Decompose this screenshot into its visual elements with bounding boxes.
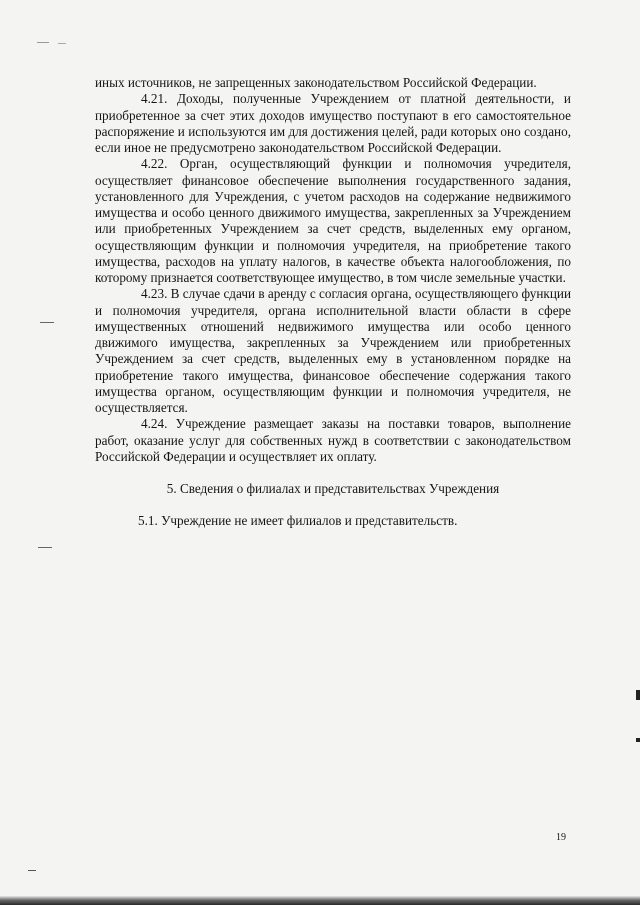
paragraph-continuation: иных источников, не запрещенных законодательством Российской Федерации. (95, 75, 537, 90)
scan-mark-right-2 (636, 738, 640, 742)
scan-mark-left-2 (38, 547, 52, 548)
scan-mark-bottom-left (28, 870, 36, 871)
section-heading: 5. Сведения о филиалах и представительствах Учреждения (166, 481, 500, 496)
scan-bottom-edge (0, 896, 640, 905)
paragraph-4-24: 4.24. Учреждение размещает заказы на поставки товаров, выполнение работ, оказание услуг для собственных нужд в соответствии с законодательством Российской Федерации и осуществляет их оплату. (95, 416, 571, 464)
section-item-5-1: 5.1. Учреждение не имеет филиалов и представительств. (138, 513, 458, 529)
scan-speck-top-2 (58, 43, 66, 44)
document-body (95, 75, 571, 530)
paragraph-4-23: 4.23. В случае сдачи в аренду с согласия органа, осуществляющего функции и полномочия учредителя, органа исполнительной власти области в сфере имущественных отношений недвижимого имущества или особо ценного движимого имущества, закрепленных за Учреждением или приобретенных Учреждением за счет средств, выделенных ему в установленном порядке на приобретение такого имущества, финансовое обеспечение содержания такого имущества органом, осуществляющим функции и полномочия учредителя, не осуществляется. (95, 286, 571, 415)
page-number: 19 (556, 832, 566, 843)
paragraph-4-21: 4.21. Доходы, полученные Учреждением от платной деятельности, и приобретенное за счет этих доходов имущество поступают в его самостоятельное распоряжение и используются им для достижения целей, ради которых оно создано, если иное не предусмотрено законодательством Российской Федерации. (95, 91, 571, 155)
scan-mark-right-1 (636, 690, 640, 700)
paragraph-4-22: 4.22. Орган, осуществляющий функции и полномочия учредителя, осуществляет финансовое обеспечение выполнения государственного задания, установленного для Учреждения, с учетом расходов на содержание недвижимого имущества и особо ценного движимого имущества, закрепленных за Учреждением или приобретенных Учреждением за счет средств, выделенных ему органом, осуществляющим функции и полномочия учредителя, на приобретение такого имущества, расходов на уплату налогов, в качестве объекта налогообложения, по которому признается соответствующее имущество, в том числе земельные участки. (95, 156, 571, 285)
scan-speck-top (37, 42, 49, 43)
scan-mark-left-1 (40, 322, 54, 323)
